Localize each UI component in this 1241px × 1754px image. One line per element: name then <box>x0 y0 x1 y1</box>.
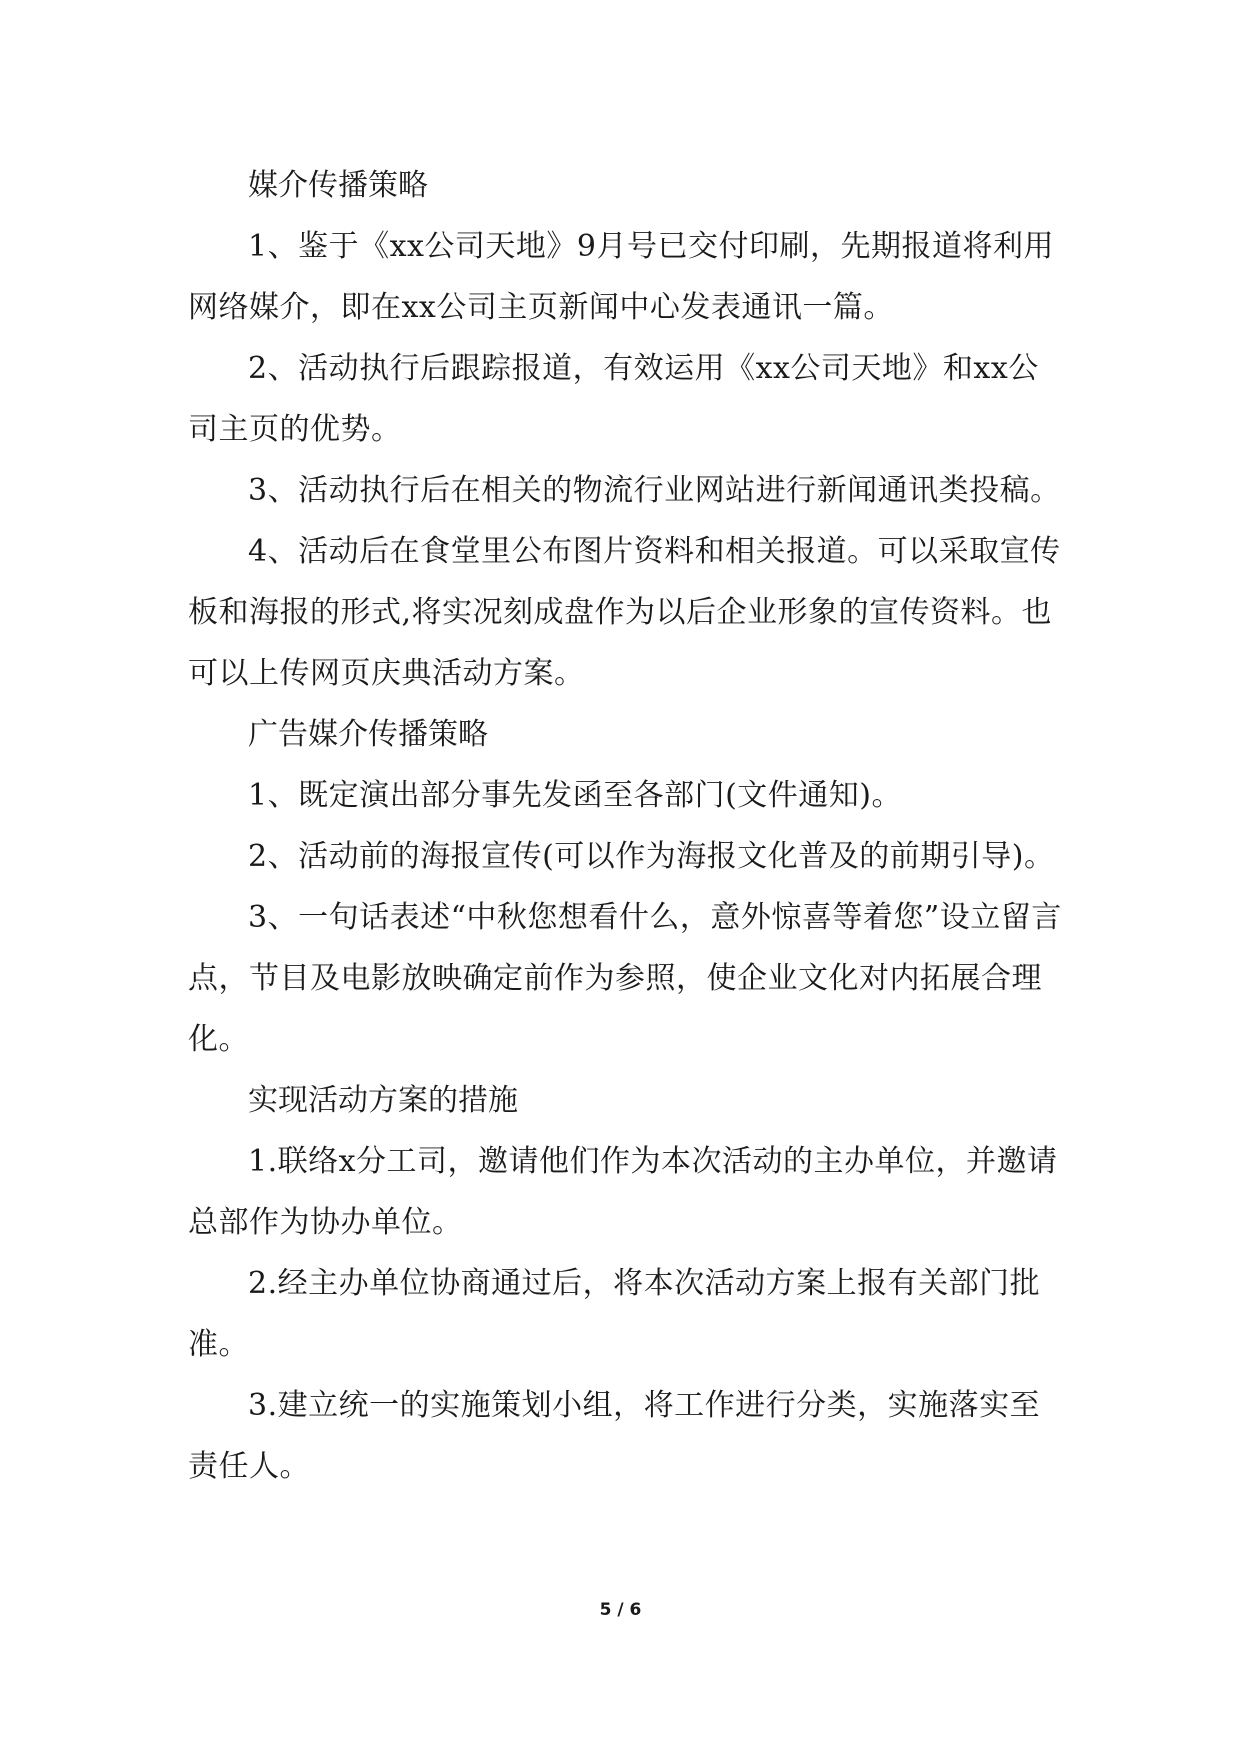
page-number: 5 / 6 <box>599 1600 642 1620</box>
paragraph: 4、活动后在食堂里公布图片资料和相关报道。可以采取宣传板和海报的形式,将实况刻成盘作为以后企业形象的宣传资料。也可以上传网页庆典活动方案。 <box>188 534 1061 691</box>
paragraph: 3、一句话表述“中秋您想看什么，意外惊喜等着您”设立留言点，节目及电影放映确定前作为参照，使企业文化对内拓展合理化。 <box>188 900 1062 1057</box>
section-heading-media-strategy: 媒介传播策略 <box>248 168 428 203</box>
section-heading-ad-media-strategy: 广告媒介传播策略 <box>248 717 488 752</box>
paragraph: 3、活动执行后在相关的物流行业网站进行新闻通讯类投稿。 <box>248 473 1061 508</box>
paragraph: 1、既定演出部分事先发函至各部门(文件通知)。 <box>248 778 902 813</box>
paragraph: 2.经主办单位协商通过后，将本次活动方案上报有关部门批准。 <box>188 1266 1041 1362</box>
paragraph: 3.建立统一的实施策划小组，将工作进行分类，实施落实至责任人。 <box>188 1388 1041 1484</box>
paragraph: 2、活动执行后跟踪报道，有效运用《xx公司天地》和xx公司主页的优势。 <box>188 351 1039 447</box>
paragraph: 2、活动前的海报宣传(可以作为海报文化普及的前期引导)。 <box>248 839 1055 874</box>
paragraph: 1.联络x分工司，邀请他们作为本次活动的主办单位，并邀请总部作为协办单位。 <box>188 1144 1058 1240</box>
document-body <box>188 155 1068 1497</box>
paragraph: 1、鉴于《xx公司天地》9月号已交付印刷，先期报道将利用网络媒介，即在xx公司主页新闻中心发表通讯一篇。 <box>188 229 1055 325</box>
section-heading-implementation-measures: 实现活动方案的措施 <box>248 1083 518 1118</box>
